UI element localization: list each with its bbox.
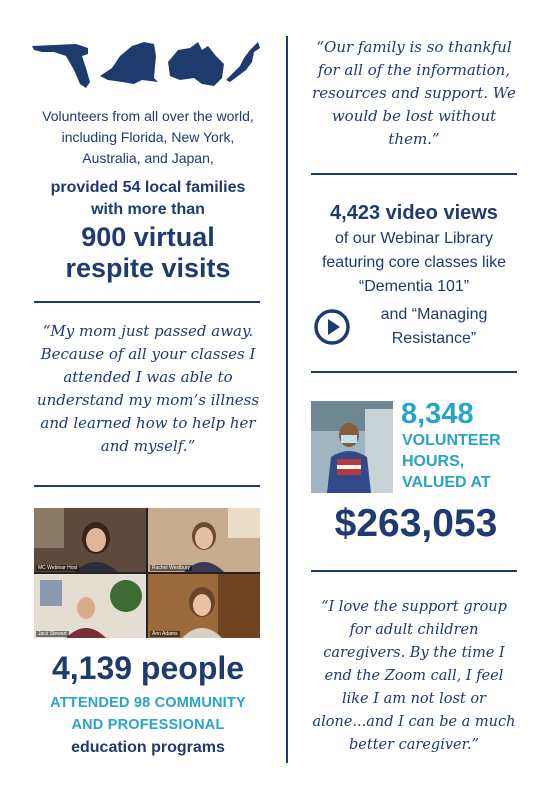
volunteers-text: Volunteers from all over the world, including Florida, New York, Australia, and Japan, bbox=[42, 108, 254, 166]
name-tag: MC Webinar Host bbox=[38, 565, 78, 571]
divider bbox=[311, 570, 517, 572]
person-illustration bbox=[34, 508, 146, 572]
video-views-headline: 4,423 video views bbox=[330, 202, 498, 224]
zoom-tile bbox=[34, 508, 146, 572]
people-headline: 4,139 people bbox=[51, 650, 245, 686]
name-tag: Ann Adams bbox=[152, 631, 178, 637]
volunteer-hours-label: VOLUNTEER HOURS, VALUED AT bbox=[402, 432, 501, 491]
play-icon[interactable] bbox=[313, 308, 351, 346]
map-florida-icon bbox=[32, 44, 90, 88]
divider bbox=[34, 301, 260, 303]
map-australia-icon bbox=[168, 42, 224, 86]
volunteer-hours-number: 8,348 bbox=[401, 398, 474, 430]
volunteer-photo bbox=[311, 401, 393, 493]
zoom-tile bbox=[148, 508, 260, 572]
quote-family: “Our family is so thankful for all of the information, resources and support. We would be lost without them.” bbox=[312, 38, 516, 148]
people-subtitle: ATTENDED 98 COMMUNITY AND PROFESSIONAL bbox=[50, 695, 246, 733]
people-programs: education programs bbox=[71, 739, 225, 756]
quote-mom: “My mom just passed away. Because of all your classes I attended I was able to understand my mom’s illness and learned how to help her and myself.” bbox=[36, 322, 260, 455]
quote-support: “I love the support group for adult children caregivers. By the time I end the Zoom call, I feel like I am not lost or alone...and I can be a much better caregiver.” bbox=[312, 599, 516, 753]
volunteers-bold-text: provided 54 local families with more than bbox=[50, 179, 246, 218]
person-illustration bbox=[148, 574, 260, 638]
video-views-tail: and “Managing Resistance” bbox=[380, 306, 488, 347]
video-views-text: of our Webinar Library featuring core classes like “Dementia 101” bbox=[321, 230, 507, 295]
divider bbox=[311, 173, 517, 175]
map-new-york-icon bbox=[100, 42, 158, 84]
divider bbox=[311, 371, 517, 373]
value-amount: $263,053 bbox=[334, 502, 498, 545]
name-tag: Jack Stewart bbox=[38, 631, 67, 637]
zoom-call-photo bbox=[34, 508, 260, 638]
world-maps-graphic bbox=[30, 38, 262, 90]
zoom-tile bbox=[148, 574, 260, 638]
zoom-tile bbox=[34, 574, 146, 638]
volunteer-illustration bbox=[311, 401, 393, 493]
column-divider bbox=[286, 36, 288, 763]
person-illustration bbox=[148, 508, 260, 572]
name-tag: Rachel Westbury bbox=[152, 565, 190, 571]
map-japan-icon bbox=[226, 42, 260, 82]
respite-visits-headline: 900 virtual respite visits bbox=[65, 222, 231, 283]
person-illustration bbox=[34, 574, 146, 638]
divider bbox=[34, 485, 260, 487]
